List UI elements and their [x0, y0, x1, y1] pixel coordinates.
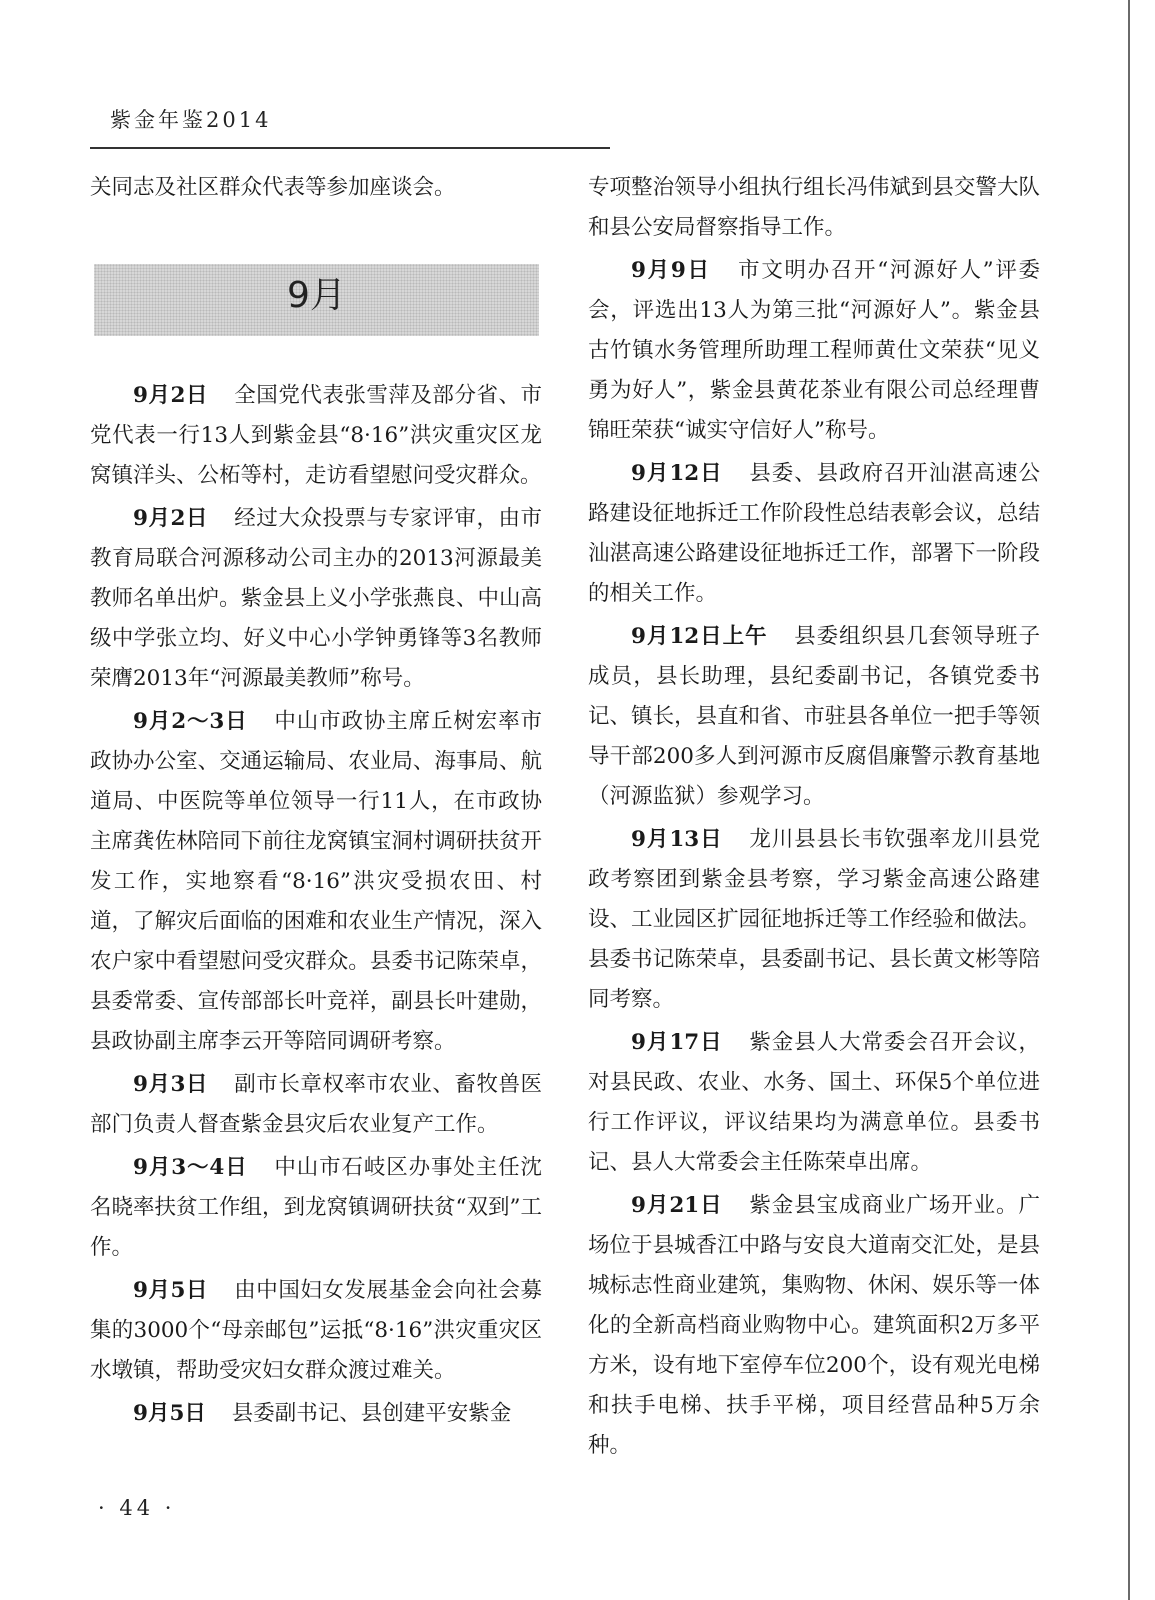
entry-paragraph	[90, 1148, 542, 1268]
entry-paragraph	[90, 1394, 542, 1434]
entry-text: 紫金县人大常委会召开会议，对县民政、农业、水务、国土、环保5个单位进行工作评议，评议结果均为满意单位。县委书记、县人大常委会主任陈荣卓出席。	[588, 1030, 1040, 1175]
entry-date: 9月12日上午	[631, 624, 768, 649]
entry-date: 9月2日	[133, 383, 208, 408]
entry-text: 紫金县宝成商业广场开业。广场位于县城香江中路与安良大道南交汇处，是县城标志性商业建筑，集购物、休闲、娱乐等一体化的全新高档商业购物中心。建筑面积2万多平方米，设有地下室停车位200个，设有观光电梯和扶手电梯、扶手平梯，项目经营品种5万余种。	[588, 1193, 1040, 1458]
entry-text: 县委副书记、县创建平安紫金	[231, 1401, 512, 1426]
entry-text: 副市长章权率市农业、畜牧兽医部门负责人督查紫金县灾后农业复产工作。	[90, 1072, 542, 1137]
entry-date: 9月17日	[631, 1030, 723, 1055]
right-column	[588, 168, 1040, 1469]
entry-date: 9月5日	[133, 1401, 206, 1426]
entry-date: 9月9日	[631, 258, 711, 283]
entry-text: 县委、县政府召开汕湛高速公路建设征地拆迁工作阶段性总结表彰会议，总结汕湛高速公路建设征地拆迁工作，部署下一阶段的相关工作。	[588, 461, 1040, 606]
entry-paragraph: 专项整治领导小组执行组长冯伟斌到县交警大队和县公安局督察指导工作。	[588, 175, 1040, 240]
entry-text: 县委组织县几套领导班子成员，县长助理，县纪委副书记，各镇党委书记、镇长，县直和省、市驻县各单位一把手等领导干部200多人到河源市反腐倡廉警示教育基地（河源监狱）参观学习。	[588, 624, 1040, 809]
entry-date: 9月5日	[133, 1278, 208, 1303]
entry-text: 市文明办召开“河源好人”评委会，评选出13人为第三批“河源好人”。紫金县古竹镇水务管理所助理工程师黄仕文荣获“见义勇为好人”，紫金县黄花茶业有限公司总经理曹锦旺荣获“诚实守信好人”称号。	[588, 258, 1041, 443]
entry-paragraph: 关同志及社区群众代表等参加座谈会。	[90, 175, 456, 200]
entry-date: 9月3日	[133, 1072, 208, 1097]
entry-paragraph	[90, 702, 542, 1062]
entry-paragraph	[588, 1023, 1040, 1183]
entry-date: 9月21日	[631, 1193, 723, 1218]
month-heading: 9月	[287, 275, 346, 316]
entry-paragraph	[588, 1186, 1040, 1466]
entry-text: 龙川县县长韦钦强率龙川县党政考察团到紫金县考察，学习紫金高速公路建设、工业园区扩园征地拆迁等工作经验和做法。县委书记陈荣卓，县委副书记、县长黄文彬等陪同考察。	[588, 827, 1040, 1012]
month-banner	[94, 264, 539, 336]
entry-paragraph	[90, 376, 542, 496]
running-header: 紫金年鉴2014	[110, 108, 272, 132]
entry-paragraph	[588, 251, 1040, 451]
entry-paragraph	[588, 820, 1040, 1020]
page-number: · 44 ·	[98, 1496, 176, 1520]
header-rule	[90, 147, 610, 149]
entry-date: 9月12日	[631, 461, 723, 486]
scan-edge-line	[1128, 0, 1130, 1600]
entry-paragraph	[588, 454, 1040, 614]
entry-date: 9月2～3日	[133, 709, 248, 734]
entry-paragraph	[588, 617, 1040, 817]
entry-text: 中山市政协主席丘树宏率市政协办公室、交通运输局、农业局、海事局、航道局、中医院等单位领导一行11人，在市政协主席龚佐林陪同下前往龙窝镇宝洞村调研扶贫开发工作，实地察看“8·16”洪灾受损农田、村道，了解灾后面临的困难和农业生产情况，深入农户家中看望慰问受灾群众。县委书记陈荣卓，县委常委、宣传部部长叶竞祥，副县长叶建勋，县政协副主席李云开等陪同调研考察。	[90, 709, 542, 1054]
entry-paragraph	[90, 1065, 542, 1145]
left-column	[90, 168, 542, 1437]
entry-paragraph	[90, 499, 542, 699]
entry-text: 全国党代表张雪萍及部分省、市党代表一行13人到紫金县“8·16”洪灾重灾区龙窝镇洋头、公柘等村，走访看望慰问受灾群众。	[90, 383, 542, 488]
entry-date: 9月2日	[133, 506, 208, 531]
entry-text: 经过大众投票与专家评审，由市教育局联合河源移动公司主办的2013河源最美教师名单出炉。紫金县上义小学张燕良、中山高级中学张立均、好义中心小学钟勇锋等3名教师荣膺2013年“河源最美教师”称号。	[90, 506, 542, 691]
entry-date: 9月3～4日	[133, 1155, 248, 1180]
entry-paragraph	[90, 1271, 542, 1391]
entry-date: 9月13日	[631, 827, 723, 852]
entry-text: 中山市石岐区办事处主任沈名晓率扶贫工作组，到龙窝镇调研扶贫“双到”工作。	[90, 1155, 542, 1260]
entry-text: 由中国妇女发展基金会向社会募集的3000个“母亲邮包”运抵“8·16”洪灾重灾区水墩镇，帮助受灾妇女群众渡过难关。	[90, 1278, 542, 1383]
